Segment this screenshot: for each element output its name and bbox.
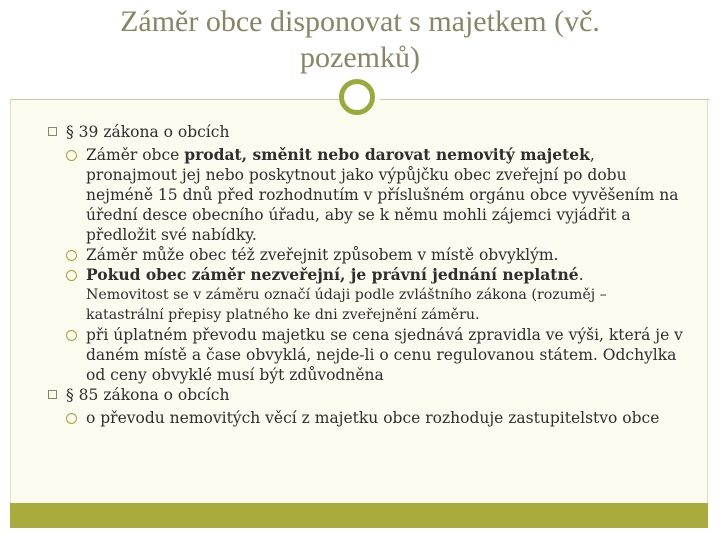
slide-title: Záměr obce disponovat s majetkem (vč. pozemků)	[120, 5, 600, 74]
slide-content	[48, 122, 688, 428]
circle-bullet-icon	[66, 330, 77, 341]
item-text-lead: Záměr obce	[86, 146, 185, 164]
list-item	[48, 265, 688, 325]
item-text-rest: , pronajmout jej nebo poskytnout jako výpůjčku obec zveřejní po dobu nejméně 15 dnů před rozhodnutím v příslušném orgánu obce vyvěšením na úřední desce obecního úřadu, aby se k němu mohli zájemci vyjádřit a předložit své nabídky.	[86, 146, 679, 244]
item-note: Nemovitost se v záměru označí údaji podle zvláštního zákona (rozuměj – katastrální přepisy platného ke dni zveřejnění záměru.	[86, 287, 607, 323]
item-text: Záměr může obec též zveřejnit způsobem v místě obvyklým.	[86, 246, 559, 264]
list-item	[48, 245, 688, 265]
list-item	[48, 145, 688, 245]
circle-bullet-icon	[66, 150, 77, 161]
bullet-section-85	[48, 385, 688, 406]
square-bullet-icon	[48, 390, 57, 399]
circle-bullet-icon	[66, 250, 77, 261]
item-text-bold: prodat, směnit nebo darovat nemovitý majetek	[184, 145, 590, 164]
square-bullet-icon	[48, 127, 57, 136]
circle-bullet-icon	[66, 413, 77, 424]
title-ring-ornament	[339, 79, 375, 115]
list-item	[48, 408, 688, 428]
footer-bar	[10, 503, 708, 528]
title-divider-right	[380, 99, 710, 100]
item-text: při úplatném převodu majetku se cena sjednává zpravidla ve výši, která je v daném místě a čase obvyklá, nejde-li o cenu regulovanou státem. Odchylka od ceny obvyklé musí být zdůvodněna	[86, 326, 683, 384]
title-divider-left	[10, 99, 340, 100]
section-heading: § 85 zákona o obcích	[66, 386, 230, 404]
item-text: o převodu nemovitých věcí z majetku obce rozhoduje zastupitelstvo obce	[86, 409, 660, 427]
section-heading: § 39 zákona o obcích	[66, 123, 230, 141]
bullet-section-39	[48, 122, 688, 143]
item-text-rest: .	[578, 266, 584, 284]
item-text-bold: Pokud obec záměr nezveřejní, je právní jednání neplatné	[86, 265, 579, 284]
list-item	[48, 325, 688, 385]
circle-bullet-icon	[66, 270, 77, 281]
